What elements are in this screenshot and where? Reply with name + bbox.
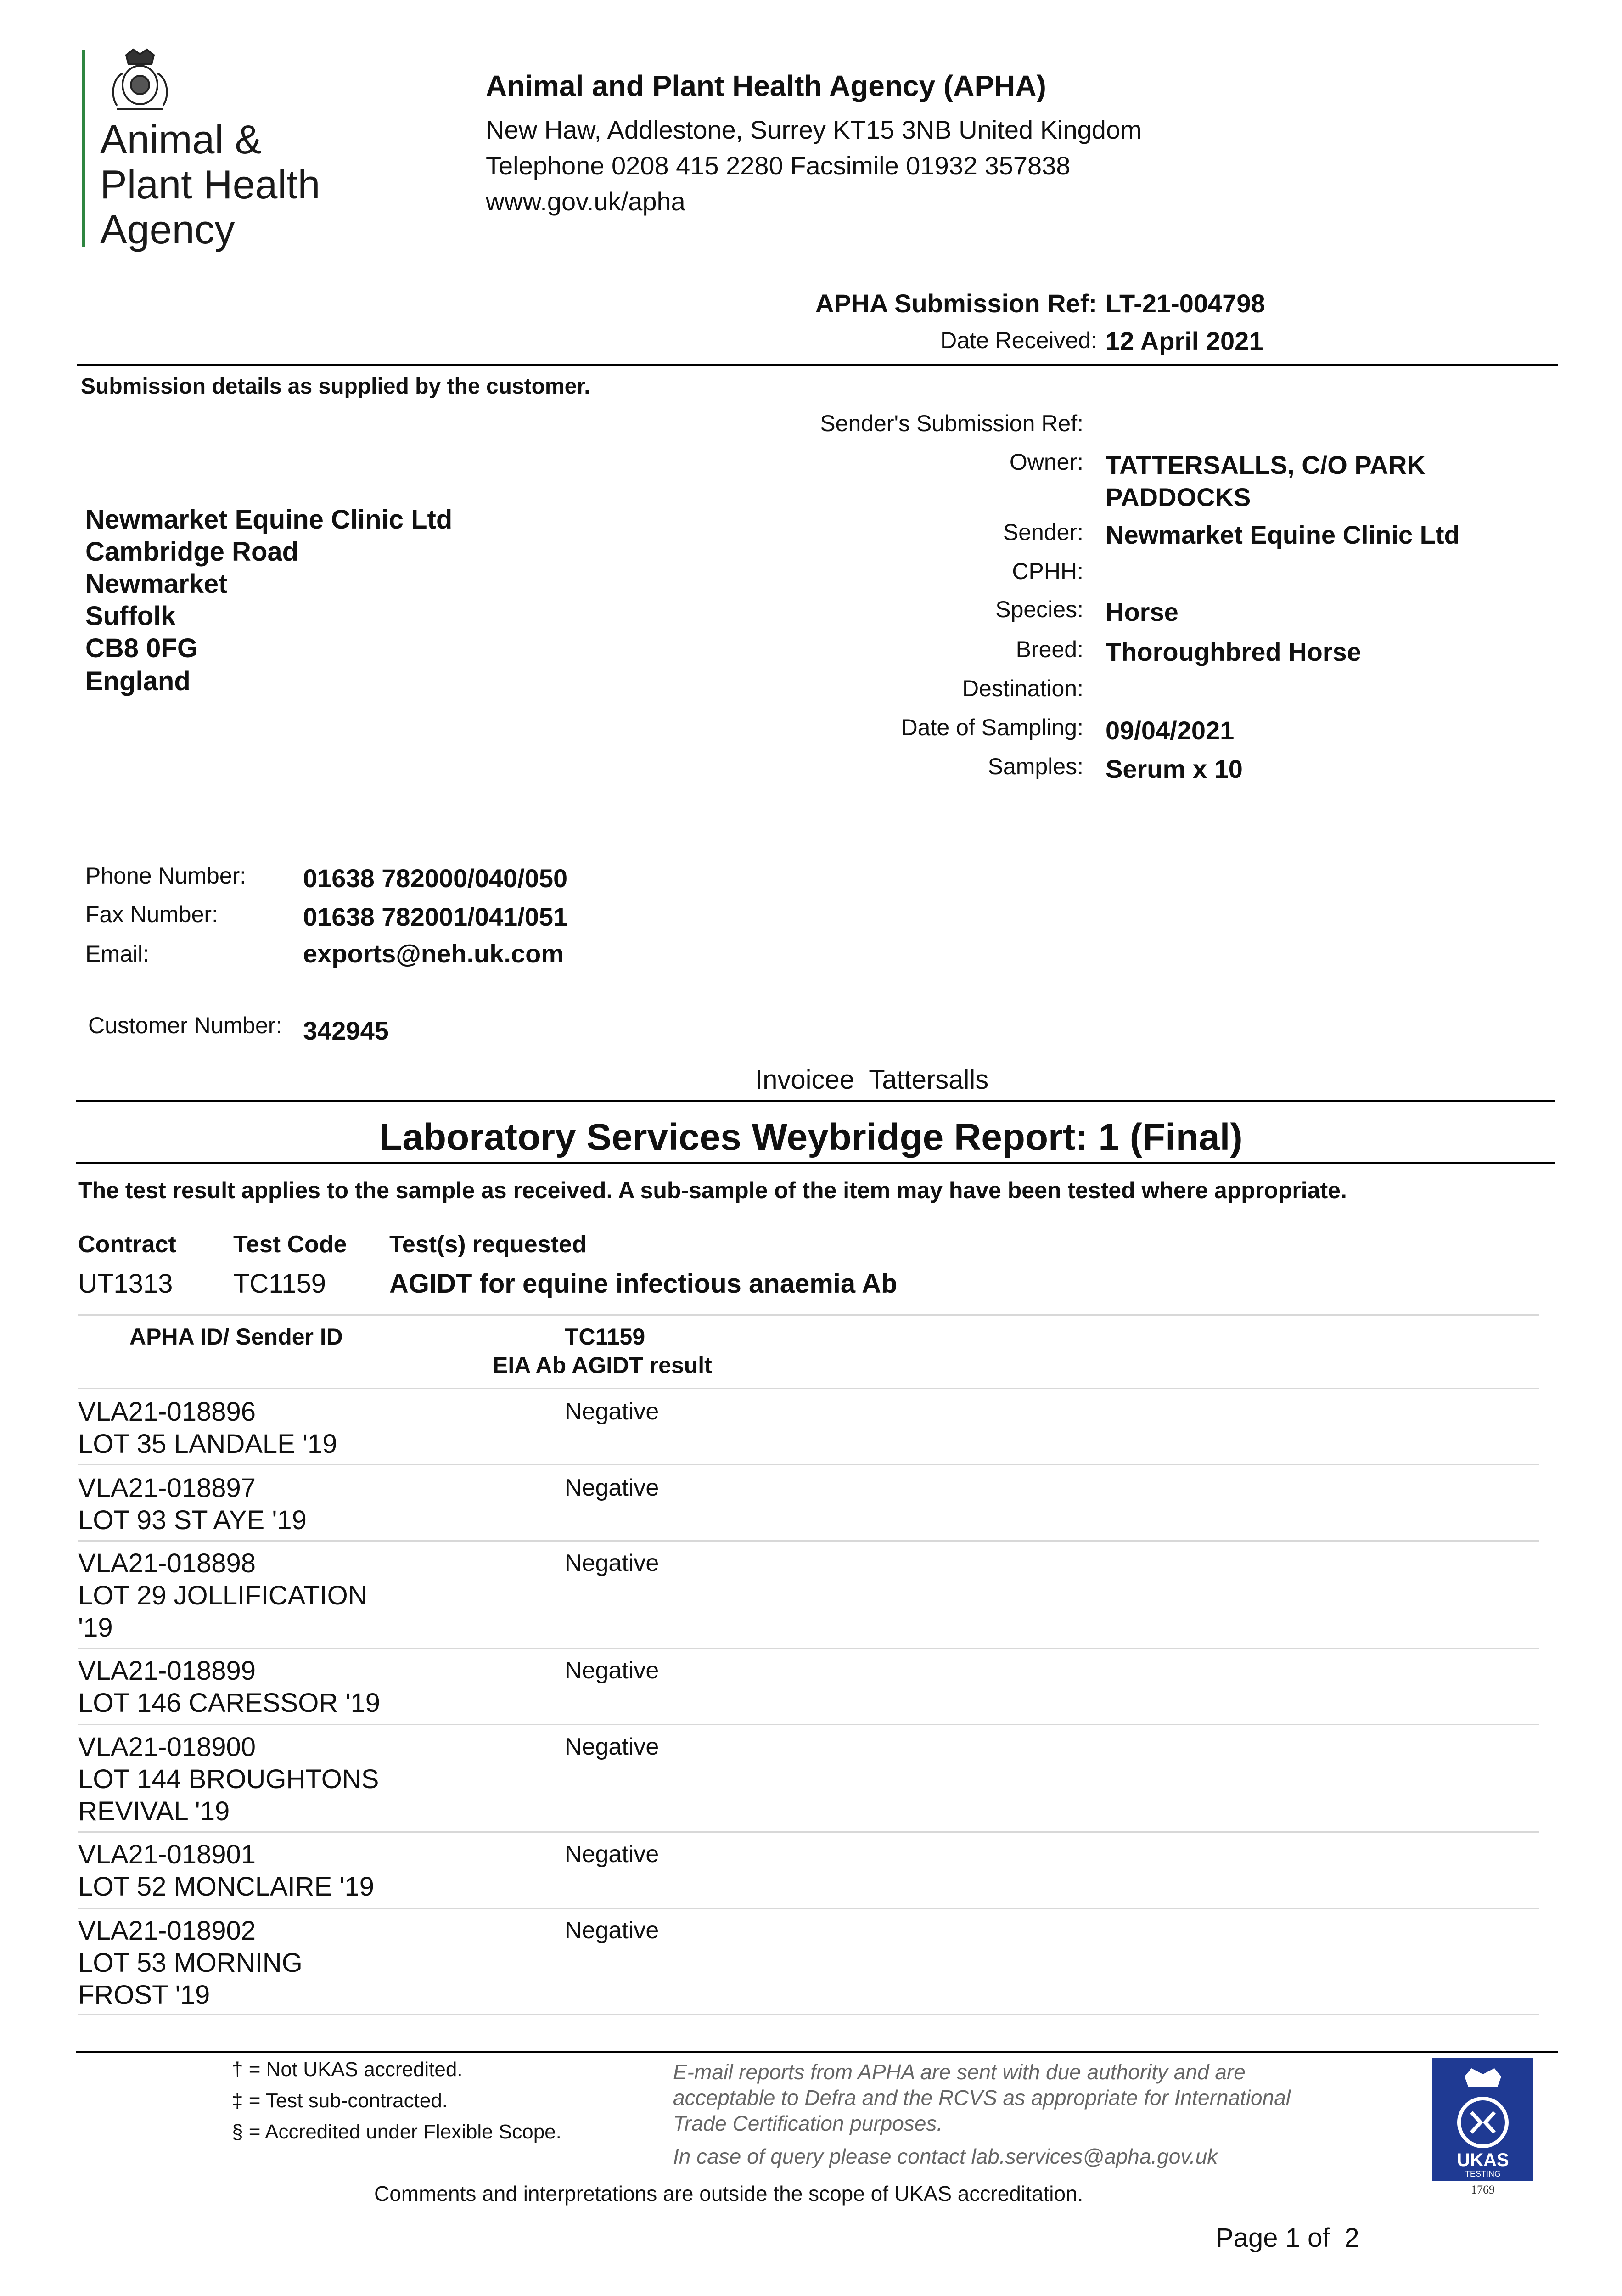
- query-note: In case of query please contact lab.services@apha.gov.uk: [673, 2144, 1218, 2168]
- detail-label: Owner:: [1009, 449, 1083, 475]
- page-number: Page 1 of 2: [1216, 2223, 1359, 2253]
- divider: [76, 1100, 1555, 1102]
- table-divider: [78, 1540, 1539, 1542]
- detail-label: CPHH:: [1012, 558, 1083, 584]
- ukas-number: 1769: [1471, 2183, 1495, 2196]
- report-disclaimer: The test result applies to the sample as received. A sub-sample of the item may have been tested where appropriate.: [78, 1177, 1347, 1203]
- sender-value: Newmarket Equine Clinic Ltd: [1106, 520, 1460, 549]
- email-value[interactable]: exports@neh.uk.com: [303, 939, 564, 968]
- table-divider: [78, 1831, 1539, 1833]
- sender-id: LOT 52 MONCLAIRE '19: [78, 1872, 375, 1902]
- phone-label: Phone Number:: [85, 863, 247, 889]
- col-header-test-code: TC1159: [565, 1324, 645, 1350]
- logo-line: Agency: [100, 207, 235, 252]
- apha-id: VLA21-018899: [78, 1656, 256, 1686]
- email-label: Email:: [85, 941, 149, 967]
- test-code-value: TC1159: [233, 1269, 326, 1299]
- address-line: England: [85, 666, 191, 696]
- col-header-result: EIA Ab AGIDT result: [493, 1352, 712, 1378]
- submission-ref-value: LT-21-004798: [1106, 289, 1265, 318]
- report-title: Laboratory Services Weybridge Report: 1 (Final): [379, 1116, 1243, 1158]
- logo-line: Plant Health: [100, 162, 320, 207]
- legend-not-accredited: † = Not UKAS accredited.: [232, 2058, 463, 2081]
- address-line: Newmarket Equine Clinic Ltd: [85, 505, 453, 535]
- date-received-value: 12 April 2021: [1106, 326, 1263, 355]
- table-divider: [78, 1314, 1539, 1316]
- customer-number-label: Customer Number:: [88, 1013, 282, 1038]
- invoicee-label: Invoicee: [755, 1065, 855, 1095]
- footer-divider: [76, 2051, 1558, 2053]
- logo-green-bar: [82, 50, 85, 247]
- result-value: Negative: [565, 1550, 659, 1576]
- sender-id: LOT 29 JOLLIFICATION: [78, 1581, 367, 1610]
- email-note-line: E-mail reports from APHA are sent with due authority and are: [673, 2060, 1246, 2084]
- tests-requested-header: Test(s) requested: [389, 1231, 587, 1258]
- date-received-label: Date Received:: [940, 327, 1097, 353]
- legend-flexible-scope: § = Accredited under Flexible Scope.: [232, 2121, 561, 2143]
- owner-value-cont: PADDOCKS: [1106, 483, 1251, 512]
- sender-id-cont: FROST '19: [78, 1980, 210, 2010]
- result-value: Negative: [565, 1841, 659, 1868]
- result-value: Negative: [565, 1917, 659, 1944]
- apha-id: VLA21-018896: [78, 1397, 256, 1427]
- contract-value: UT1313: [78, 1269, 173, 1299]
- address-line: Newmarket: [85, 569, 228, 599]
- table-divider: [78, 1908, 1539, 1909]
- table-divider: [78, 2014, 1539, 2015]
- submission-note: Submission details as supplied by the customer.: [81, 374, 590, 399]
- sender-id: LOT 35 LANDALE '19: [78, 1429, 337, 1459]
- divider: [77, 364, 1558, 366]
- ukas-logo-text: UKAS: [1457, 2150, 1509, 2170]
- sender-id: LOT 93 ST AYE '19: [78, 1505, 307, 1535]
- ukas-logo-sub: TESTING: [1465, 2169, 1501, 2178]
- agency-website[interactable]: www.gov.uk/apha: [486, 187, 685, 216]
- apha-id: VLA21-018901: [78, 1840, 256, 1869]
- address-line: Cambridge Road: [85, 537, 299, 567]
- agency-logo-text: [100, 117, 320, 252]
- detail-label: Destination:: [962, 675, 1083, 701]
- detail-label: Species:: [995, 597, 1083, 622]
- fax-label: Fax Number:: [85, 901, 218, 927]
- col-header-id: APHA ID/ Sender ID: [129, 1324, 343, 1350]
- detail-label: Date of Sampling:: [901, 715, 1083, 740]
- table-divider: [78, 1464, 1539, 1465]
- owner-value: TATTERSALLS, C/O PARK: [1106, 450, 1426, 479]
- email-note: [673, 2059, 1291, 2136]
- customer-number-value: 342945: [303, 1016, 389, 1045]
- sender-id-cont: '19: [78, 1613, 113, 1643]
- ukas-note: Comments and interpretations are outside the scope of UKAS accreditation.: [374, 2182, 1083, 2206]
- email-note-line: Trade Certification purposes.: [673, 2111, 943, 2135]
- table-divider: [78, 1648, 1539, 1649]
- test-code-header: Test Code: [233, 1231, 347, 1258]
- apha-id: VLA21-018902: [78, 1916, 256, 1946]
- invoicee: [755, 1064, 988, 1095]
- species-value: Horse: [1106, 597, 1179, 626]
- samples-value: Serum x 10: [1106, 754, 1243, 783]
- sender-id: LOT 146 CARESSOR '19: [78, 1688, 380, 1718]
- test-name-value: AGIDT for equine infectious anaemia Ab: [389, 1269, 898, 1299]
- address-line: CB8 0FG: [85, 633, 198, 663]
- divider: [76, 1162, 1555, 1164]
- table-divider: [78, 1388, 1539, 1389]
- result-value: Negative: [565, 1474, 659, 1501]
- agency-address: New Haw, Addlestone, Surrey KT15 3NB United Kingdom: [486, 115, 1142, 144]
- submission-ref-label: APHA Submission Ref:: [815, 289, 1097, 318]
- legend-subcontracted: ‡ = Test sub-contracted.: [232, 2089, 448, 2112]
- sender-id-cont: REVIVAL '19: [78, 1796, 230, 1826]
- detail-label: Sender:: [1003, 519, 1083, 545]
- apha-id: VLA21-018898: [78, 1548, 256, 1578]
- table-divider: [78, 1724, 1539, 1725]
- result-value: Negative: [565, 1398, 659, 1425]
- detail-label: Breed:: [1016, 636, 1083, 662]
- address-line: Suffolk: [85, 601, 176, 631]
- sampling-date-value: 09/04/2021: [1106, 716, 1235, 745]
- fax-value: 01638 782001/041/051: [303, 902, 568, 931]
- sender-id: LOT 53 MORNING: [78, 1948, 303, 1978]
- detail-label: Samples:: [988, 754, 1083, 779]
- result-value: Negative: [565, 1733, 659, 1760]
- logo-line: Animal &: [100, 117, 262, 162]
- agency-phone-fax: Telephone 0208 415 2280 Facsimile 01932 357838: [486, 151, 1071, 180]
- apha-id: VLA21-018897: [78, 1473, 256, 1503]
- contract-header: Contract: [78, 1231, 176, 1258]
- phone-value: 01638 782000/040/050: [303, 864, 568, 893]
- apha-id: VLA21-018900: [78, 1732, 256, 1762]
- detail-label: Sender's Submission Ref:: [820, 411, 1083, 436]
- sender-id: LOT 144 BROUGHTONS: [78, 1764, 379, 1794]
- royal-crest-icon: [99, 46, 181, 115]
- result-value: Negative: [565, 1657, 659, 1684]
- ukas-logo: [1432, 2058, 1533, 2196]
- agency-name: Animal and Plant Health Agency (APHA): [486, 69, 1046, 102]
- email-note-line: acceptable to Defra and the RCVS as appropriate for International: [673, 2086, 1291, 2110]
- breed-value: Thoroughbred Horse: [1106, 637, 1361, 666]
- invoicee-value: Tattersalls: [869, 1065, 989, 1095]
